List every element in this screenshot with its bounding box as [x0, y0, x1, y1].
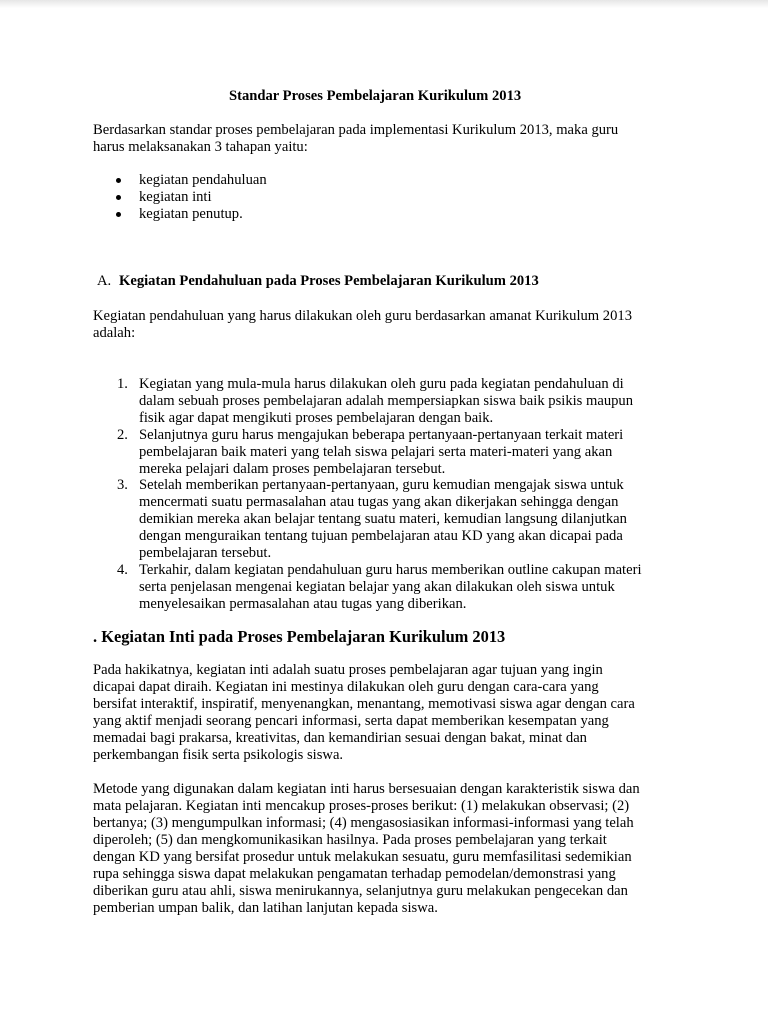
paragraph-2-line-7: diberikan guru atau ahli, siswa menirukannya, selanjutnya guru melakukan pengecekan dan — [93, 883, 628, 899]
list-item-1-line-1: Kegiatan yang mula-mula harus dilakukan oleh guru pada kegiatan pendahuluan di — [139, 376, 624, 392]
bullet-dot-icon — [116, 195, 121, 200]
bullet-item-1: kegiatan pendahuluan — [139, 172, 267, 188]
bullet-item-2: kegiatan inti — [139, 189, 212, 205]
paragraph-1-line-1: Pada hakikatnya, kegiatan inti adalah suatu proses pembelajaran agar tujuan yang ingin — [93, 662, 603, 678]
list-item-3-line-4: dengan menguraikan tentang tujuan pembelajaran atau KD yang akan dicapai pada — [139, 528, 623, 544]
list-number: 4. — [117, 562, 128, 578]
paragraph-1-line-2: dicapai dapat diraih. Kegiatan ini mestinya dilakukan oleh guru dengan cara-cara yang — [93, 679, 599, 695]
list-number: 3. — [117, 477, 128, 493]
bullet-dot-icon — [116, 178, 121, 183]
list-item-2-line-3: mereka pelajari dalam proses pembelajaran tersebut. — [139, 461, 446, 477]
paragraph-1-line-6: perkembangan fisik serta psikologis siswa. — [93, 747, 344, 763]
section-a-heading: Kegiatan Pendahuluan pada Proses Pembelajaran Kurikulum 2013 — [119, 273, 539, 289]
list-item-1-line-2: dalam sebuah proses pembelajaran adalah mempersiapkan siswa baik psikis maupun — [139, 393, 634, 409]
paragraph-2-line-3: bertanya; (3) mengumpulkan informasi; (4) mengasosiasikan informasi-informasi yang telah — [93, 815, 634, 831]
paragraph-1-line-5: memadai bagi prakarsa, kreativitas, dan kemandirian sesuai dengan bakat, minat dan — [93, 730, 587, 746]
bullet-dot-icon — [116, 212, 121, 217]
list-item-3-line-2: mencermati suatu permasalahan atau tugas yang akan dikerjakan sehingga dengan — [139, 494, 619, 510]
bullet-item-3: kegiatan penutup. — [139, 206, 243, 222]
paragraph-2-line-4: diperoleh; (5) dan mengkomunikasikan hasilnya. Pada proses pembelajaran yang terkait — [93, 832, 607, 848]
paragraph-1-line-3: bersifat interaktif, inspiratif, menyenangkan, menantang, memotivasi siswa agar dengan cara — [93, 696, 635, 712]
list-item-3-line-1: Setelah memberikan pertanyaan-pertanyaan, guru kemudian mengajak siswa untuk — [139, 477, 624, 493]
paragraph-1-line-4: yang aktif menjadi seorang pencari informasi, serta dapat memberikan kesempatan yang — [93, 713, 609, 729]
list-item-2-line-2: pembelajaran baik materi yang telah siswa pelajari serta materi-materi yang akan — [139, 444, 613, 460]
list-item-4-line-3: menyelesaikan permasalahan atau tugas yang diberikan. — [139, 596, 467, 612]
paragraph-2-line-1: Metode yang digunakan dalam kegiatan inti harus bersesuaian dengan karakteristik siswa dan — [93, 781, 640, 797]
list-number: 2. — [117, 427, 128, 443]
list-item-3-line-3: demikian mereka akan belajar tentang suatu materi, kemudian langsung dilanjutkan — [139, 511, 627, 527]
list-number: 1. — [117, 376, 128, 392]
paragraph-2-line-2: mata pelajaran. Kegiatan inti mencakup proses-proses berikut: (1) melakukan observasi; (2) — [93, 798, 630, 814]
intro-line-1: Berdasarkan standar proses pembelajaran pada implementasi Kurikulum 2013, maka guru — [93, 122, 619, 138]
paragraph-2-line-5: dengan KD yang bersifat prosedur untuk melakukan sesuatu, guru memfasilitasi sedemikian — [93, 849, 632, 865]
paragraph-2-line-8: pemberian umpan balik, dan latihan lanjutan kepada siswa. — [93, 900, 438, 916]
list-item-3-line-5: pembelajaran tersebut. — [139, 545, 272, 561]
section-a-marker: A. — [97, 273, 112, 289]
list-item-4-line-2: serta penjelasan mengenai kegiatan belajar yang akan dilakukan oleh siswa untuk — [139, 579, 615, 595]
intro-line-2: harus melaksanakan 3 tahapan yaitu: — [93, 139, 308, 155]
document-title: Standar Proses Pembelajaran Kurikulum 2013 — [229, 88, 522, 104]
list-item-4-line-1: Terkahir, dalam kegiatan pendahuluan guru harus memberikan outline cakupan materi — [139, 562, 642, 578]
list-item-1-line-3: fisik agar dapat mengikuti proses pembelajaran dengan baik. — [139, 410, 494, 426]
section-a-intro-line-1: Kegiatan pendahuluan yang harus dilakukan oleh guru berdasarkan amanat Kurikulum 2013 — [93, 308, 632, 324]
paragraph-2-line-6: rupa sehingga siswa dapat melakukan pengamatan terhadap pemodelan/demonstrasi yang — [93, 866, 616, 882]
section-a-intro-line-2: adalah: — [93, 325, 136, 341]
section-b-heading: . Kegiatan Inti pada Proses Pembelajaran Kurikulum 2013 — [93, 627, 506, 646]
list-item-2-line-1: Selanjutnya guru harus mengajukan beberapa pertanyaan-pertanyaan terkait materi — [139, 427, 624, 443]
